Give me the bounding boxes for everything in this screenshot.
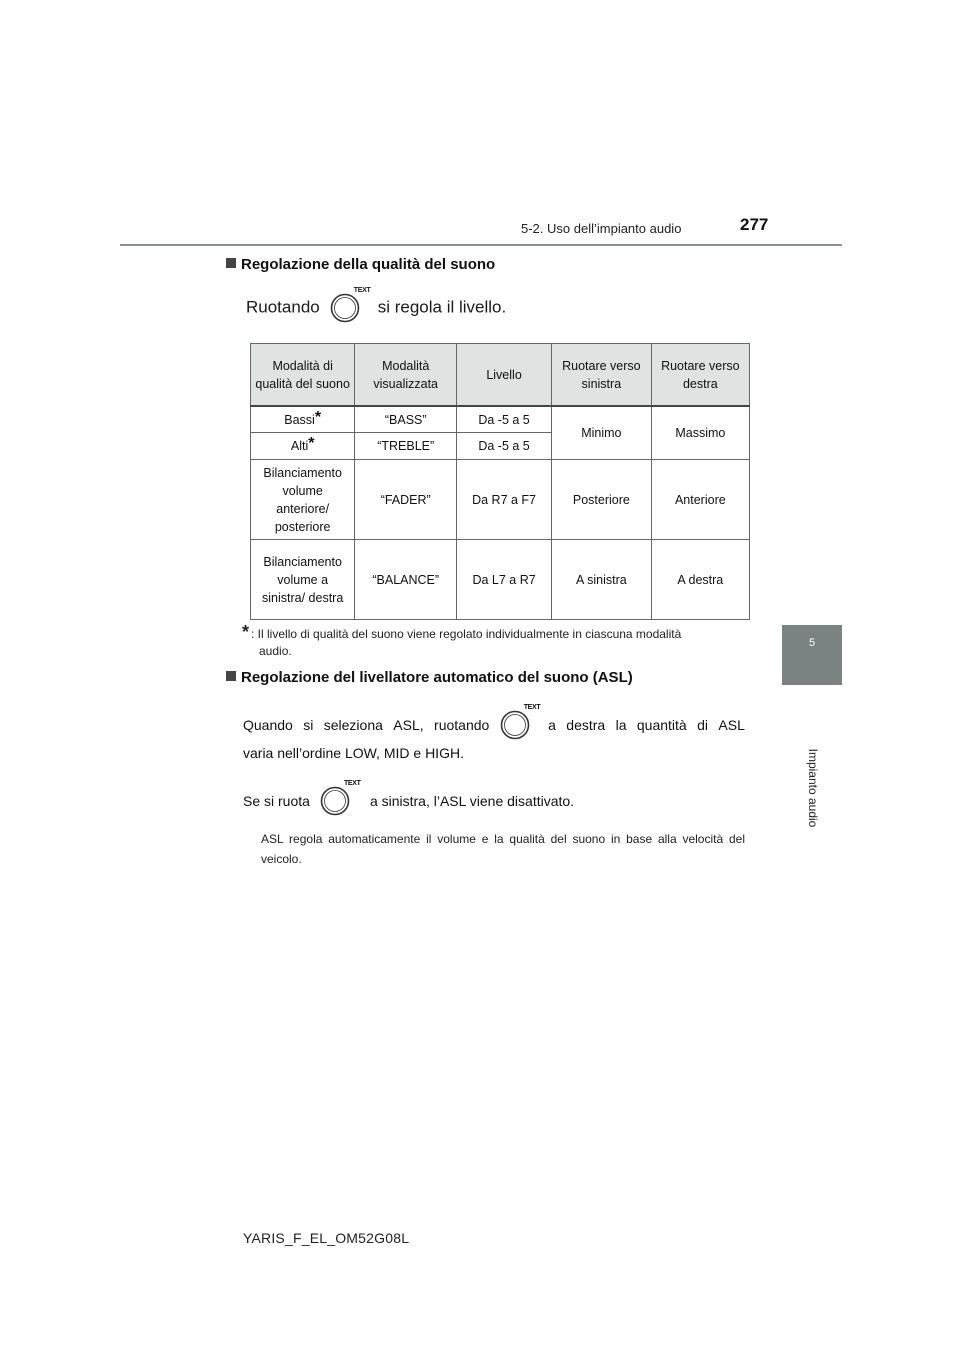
table-cell: Bilanciamento volume anteriore/ posteriore xyxy=(251,460,355,540)
table-cell: A destra xyxy=(651,540,749,620)
table-header-cell: Ruotare verso sinistra xyxy=(552,344,652,407)
table-cell: Bilanciamento volume a sinistra/ destra xyxy=(251,540,355,620)
chapter-number: 5 xyxy=(808,637,816,649)
table-header-cell: Modalità di qualità del suono xyxy=(251,344,355,407)
asl-instruction-line2: varia nell’ordine LOW, MID e HIGH. xyxy=(243,745,464,761)
page-number: 277 xyxy=(740,215,769,234)
text-knob-icon: TEXT xyxy=(500,710,538,740)
header-rule xyxy=(120,244,842,246)
table-cell: Da R7 a F7 xyxy=(457,460,552,540)
asl-instruction-line1: Quando si seleziona ASL, ruotando TEXT a destra la quantità di ASL xyxy=(243,710,745,740)
table-header-cell: Ruotare verso destra xyxy=(651,344,749,407)
table-cell: A sinistra xyxy=(552,540,652,620)
table-footnote: * : Il livello di qualità del suono viene regolato individualmente in ciascuna modalità audio. xyxy=(242,622,682,658)
section-heading-asl: Regolazione del livellatore automatico del suono (ASL) xyxy=(226,669,633,686)
table-cell: Posteriore xyxy=(552,460,652,540)
table-row xyxy=(251,460,750,540)
rotate-instruction: Ruotando TEXT si regola il livello. xyxy=(246,293,506,323)
asl-note: ASL regola automaticamente il volume e la qualità del suono in base alla velocità del veicolo. xyxy=(261,832,745,866)
table-cell: “BASS” xyxy=(355,406,457,433)
table-row xyxy=(251,406,750,433)
table-header-row xyxy=(251,344,750,407)
table-header-cell: Modalità visualizzata xyxy=(355,344,457,407)
document-code: YARIS_F_EL_OM52G08L xyxy=(243,1230,410,1246)
chapter-tab xyxy=(782,625,842,685)
table-cell: Massimo xyxy=(651,406,749,460)
table-row xyxy=(251,540,750,620)
text-knob-icon: TEXT xyxy=(320,786,358,816)
table-cell: “FADER” xyxy=(355,460,457,540)
chapter-label: Impianto audio xyxy=(806,748,820,828)
square-bullet-icon xyxy=(226,671,236,681)
asl-disable-instruction: Se si ruota TEXT a sinistra, l’ASL viene disattivato. xyxy=(243,786,574,816)
section-heading-sound-quality: Regolazione della qualità del suono xyxy=(226,256,495,273)
table-header-cell: Livello xyxy=(457,344,552,407)
table-cell: Alti* xyxy=(251,433,355,460)
text-knob-icon: TEXT xyxy=(330,293,368,323)
table-cell: “TREBLE” xyxy=(355,433,457,460)
table-cell: Da -5 a 5 xyxy=(457,406,552,433)
table-cell: Bassi* xyxy=(251,406,355,433)
table-cell: Da -5 a 5 xyxy=(457,433,552,460)
sound-quality-table xyxy=(250,343,750,620)
table-cell: Minimo xyxy=(552,406,652,460)
section-path: 5-2. Uso dell’impianto audio xyxy=(521,221,682,236)
table-cell: Da L7 a R7 xyxy=(457,540,552,620)
square-bullet-icon xyxy=(226,258,236,268)
table-cell: “BALANCE” xyxy=(355,540,457,620)
table-cell: Anteriore xyxy=(651,460,749,540)
